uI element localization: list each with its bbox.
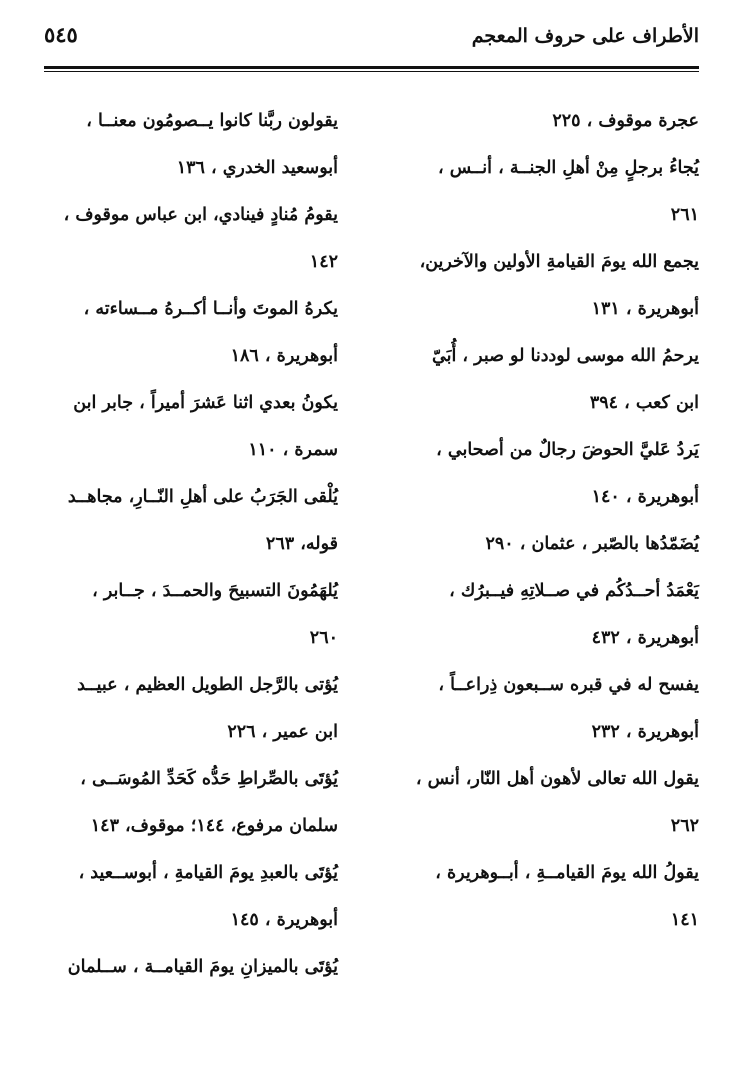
entry-line: يقومُ مُنادٍ فينادي، ابن عباس موقوف ، [63,205,338,225]
left-column [44,98,338,991]
entry-line: يقولون ربَّنا كانوا يــصومُون معنــا ، [86,111,338,131]
entry-line: أبوهريرة ، ١٤٠ [591,487,699,507]
entry-line: ١٤٢ [309,252,338,272]
entry-line: يقولُ الله يومَ القيامــةِ ، أبــوهريرة ، [435,863,699,883]
index-entry [395,427,699,521]
entry-line: أبوهريرة ، ١٤٥ [230,910,338,930]
entry-line: أبوسعيد الخدري ، ١٣٦ [176,158,338,178]
right-column [395,98,699,944]
entry-line: يقول الله تعالى لأهون أهل النّار، أنس ، [415,769,699,789]
entry-line: ابن كعب ، ٣٩٤ [589,393,699,413]
running-title: الأطراف على حروف المعجم [471,25,699,47]
entry-line: ٢٦٠ [309,628,338,648]
entry-line: يُؤتَى بالصِّراطِ حَدُّه كَحَدِّ المُوسَــى ، [80,769,338,789]
page-number: ٥٤٥ [44,22,78,47]
entry-line: يفسح له في قبره ســبعون ذِراعــاً ، [438,675,699,695]
entry-line: يُؤتَى بالميزانِ يومَ القيامــة ، ســلمان [67,957,338,977]
index-entry [395,568,699,662]
index-entry [44,380,338,474]
entry-line: أبوهريرة ، ٤٣٢ [591,628,699,648]
entry-line: يُجاءُ برجلٍ مِنْ أهلِ الجنــة ، أنــس ، [437,158,699,178]
index-entry [44,568,338,662]
entry-line: ابن عمير ، ٢٢٦ [227,722,338,742]
entry-line: يكونُ بعدي اثنا عَشرَ أميراً ، جابر ابن [73,393,338,413]
index-entry [44,192,338,286]
entry-line: ٢٦١ [670,205,699,225]
entry-line: ٢٦٢ [670,816,699,836]
entry-line: يكرهُ الموتَ وأنــا أكــرهُ مــساءته ، [83,299,338,319]
header-rule [44,66,699,69]
entry-line: يُضَمّدُها بالصّبر ، عثمان ، ٢٩٠ [485,534,699,554]
entry-line: يرحمُ الله موسى لوددنا لو صبر ، أُبَيّ [432,346,699,366]
entry-line: أبوهريرة ، ٢٣٢ [591,722,699,742]
entry-line: أبوهريرة ، ١٣١ [591,299,699,319]
index-entry [395,333,699,427]
index-entry [395,662,699,756]
index-entry [395,850,699,944]
entry-line: عجرة موقوف ، ٢٢٥ [552,111,699,131]
index-entry [44,850,338,944]
index-entry [44,474,338,568]
entry-line: يجمع الله يومَ القيامةِ الأولين والآخرين، [419,252,699,272]
entry-line: قوله، ٢٦٣ [265,534,338,554]
entry-line: يُلْقى الجَرَبُ على أهلِ النّــارِ، مجاهــد [67,487,338,507]
entry-line: سمرة ، ١١٠ [248,440,338,460]
entry-line: ١٤١ [670,910,699,930]
entry-line: يُؤتَى بالعبدِ يومَ القيامةِ ، أبوســعيد ، [78,863,338,883]
index-entry [44,286,338,380]
header-rule-thin [44,71,699,72]
entry-line: يُؤتى بالرَّجل الطويل العظيم ، عبيــد [77,675,338,695]
index-entry [395,239,699,333]
entry-line: أبوهريرة ، ١٨٦ [230,346,338,366]
index-entry [44,756,338,850]
index-entry [395,145,699,239]
index-entry [395,521,699,568]
entry-line: يَعْمَدُ أحــدُكُم في صــلاتِهِ فيــبرُك ، [449,581,699,601]
entry-line: يُلهَمُونَ التسبيحَ والحمــدَ ، جــابر ، [92,581,338,601]
index-entry [44,98,338,192]
index-entry [44,944,338,991]
index-entry [44,662,338,756]
page-header [44,22,699,62]
entry-line: سلمان مرفوع، ١٤٤؛ موقوف، ١٤٣ [90,816,338,836]
entry-line: يَردُ عَليَّ الحوضَ رجالٌ من أصحابي ، [436,440,699,460]
index-entry [395,756,699,850]
index-entry [395,98,699,145]
